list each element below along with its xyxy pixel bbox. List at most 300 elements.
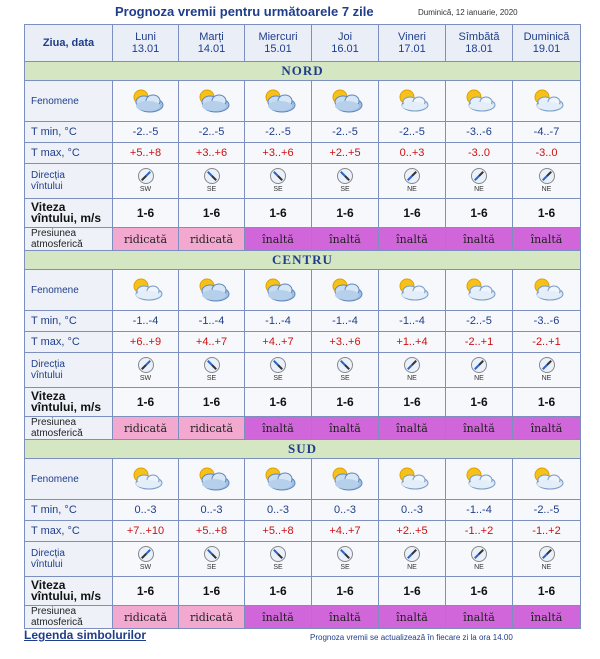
wind-dir-cell: [446, 353, 513, 388]
tmin-row: [25, 311, 581, 332]
wind-dir-text: SE: [273, 186, 283, 193]
weather-cell: [379, 270, 446, 311]
wind-speed-value: 1-6: [113, 577, 179, 606]
compass-needle: [273, 171, 283, 181]
row-label-text: T max, °C: [31, 524, 80, 537]
tmax-value: +7..+10: [113, 521, 179, 542]
row-label: [25, 122, 113, 143]
wind-dir-text: SW: [139, 564, 152, 571]
wind-dir-row: [25, 353, 581, 388]
partly-cloudy-icon: [379, 87, 445, 115]
compass-icon: [204, 546, 220, 562]
wind-dir-text: NE: [407, 375, 417, 382]
wind-speed-value: 1-6: [446, 388, 513, 417]
pressure-value: ridicată: [113, 417, 179, 440]
pressure-value: înaltă: [245, 606, 312, 629]
day-name: Luni: [135, 31, 156, 43]
wind-dir-cell: [179, 164, 245, 199]
compass-needle: [407, 360, 417, 370]
wind-dir-text: SE: [340, 186, 350, 193]
region-name: NORD: [25, 62, 581, 81]
day-date: 13.01: [131, 43, 160, 55]
page-title: Prognoza vremii pentru următoarele 7 zile: [115, 4, 374, 19]
weather-cell: [379, 81, 446, 122]
wind-dir-row: [25, 542, 581, 577]
row-label-text: T max, °C: [31, 335, 80, 348]
row-label-text: Presiunea: [31, 417, 77, 428]
wind-dir-text: SW: [139, 375, 152, 382]
day-date: 16.01: [331, 43, 359, 55]
compass-icon: [270, 357, 286, 373]
wind-dir-text: NE: [474, 375, 484, 382]
cloudy-sun-icon: [312, 465, 378, 493]
row-label-text: Fenomene: [31, 284, 79, 296]
compass-icon: [204, 168, 220, 184]
update-note: Prognoza vremii se actualizează în fiecare zi la ora 14.00: [310, 633, 513, 642]
pressure-value: înaltă: [513, 228, 581, 251]
wind-compass: [312, 168, 378, 194]
wind-compass: [513, 546, 580, 572]
compass-icon: [404, 168, 420, 184]
compass-needle: [340, 549, 350, 559]
weather-cell: [245, 459, 312, 500]
compass-needle: [207, 360, 217, 370]
row-label: [25, 270, 113, 311]
wind-compass: [312, 546, 378, 572]
compass-icon: [404, 546, 420, 562]
compass-needle: [474, 171, 484, 181]
wind-dir-text: SE: [340, 375, 350, 382]
wind-speed-value: 1-6: [446, 199, 513, 228]
compass-needle: [141, 549, 151, 559]
row-label-text: vîntului: [31, 370, 63, 381]
compass-needle: [542, 549, 552, 559]
tmin-value: -2..-5: [312, 122, 379, 143]
wind-speed-value: 1-6: [312, 388, 379, 417]
tmax-value: +5..+8: [113, 143, 179, 164]
compass-needle: [340, 360, 350, 370]
wind-dir-text: NE: [541, 375, 552, 382]
cloudy-sun-icon: [312, 87, 378, 115]
cloudy-sun-icon: [179, 465, 244, 493]
tmax-value: +3..+6: [245, 143, 312, 164]
row-label-text: Direcția: [31, 170, 65, 181]
wind-dir-cell: [312, 542, 379, 577]
wind-dir-text: SE: [206, 186, 217, 193]
compass-needle: [141, 171, 151, 181]
weather-row: [25, 459, 581, 500]
compass-needle: [273, 360, 283, 370]
tmin-value: 0..-3: [113, 500, 179, 521]
row-label: [25, 521, 113, 542]
wind-dir-text: NE: [407, 564, 417, 571]
wind-dir-text: SE: [206, 375, 217, 382]
tmax-value: +2..+5: [312, 143, 379, 164]
wind-dir-text: SE: [340, 564, 350, 571]
day-header: [179, 25, 245, 62]
row-label-text: Viteza: [31, 389, 66, 403]
row-label: [25, 388, 113, 417]
wind-dir-cell: [179, 542, 245, 577]
compass-needle: [207, 171, 217, 181]
row-label-text: Viteza: [31, 578, 66, 592]
wind-speed-value: 1-6: [245, 388, 312, 417]
day-header: [379, 25, 446, 62]
legend-link[interactable]: Legenda simbolurilor: [24, 628, 147, 642]
cloudy-sun-icon: [245, 87, 311, 115]
weather-cell: [245, 81, 312, 122]
wind-dir-text: NE: [474, 186, 484, 193]
row-label: [25, 417, 113, 440]
wind-dir-cell: [113, 353, 179, 388]
row-label-text: Fenomene: [31, 473, 79, 485]
weather-cell: [245, 270, 312, 311]
compass-icon: [337, 357, 353, 373]
day-name: Duminică: [523, 31, 570, 43]
wind-compass: [179, 357, 244, 383]
pressure-value: înaltă: [245, 417, 312, 440]
tmax-value: +1..+4: [379, 332, 446, 353]
row-label-text: T min, °C: [31, 503, 77, 516]
wind-compass: [245, 168, 311, 194]
pressure-value: ridicată: [113, 228, 179, 251]
cloudy-sun-icon: [113, 87, 178, 115]
compass-icon: [404, 357, 420, 373]
row-label: [25, 459, 113, 500]
wind-dir-cell: [245, 353, 312, 388]
compass-needle: [273, 549, 283, 559]
weather-cell: [446, 459, 513, 500]
wind-speed-value: 1-6: [446, 577, 513, 606]
day-header: [513, 25, 581, 62]
weather-cell: [179, 270, 245, 311]
region-header: [25, 62, 581, 81]
wind-dir-cell: [245, 164, 312, 199]
tmax-value: 0..+3: [379, 143, 446, 164]
weather-cell: [513, 81, 581, 122]
row-label-text: vîntului: [31, 181, 63, 192]
wind-dir-text: NE: [407, 186, 417, 193]
row-label-text: vîntului: [31, 559, 63, 570]
page-date: Duminică, 12 ianuarie, 2020: [418, 8, 518, 17]
partly-cloudy-icon: [379, 465, 445, 493]
row-label: [25, 500, 113, 521]
weather-cell: [179, 459, 245, 500]
day-name: Marți: [199, 31, 224, 43]
row-label-text: vîntului, m/s: [31, 400, 102, 414]
row-label-text: vîntului, m/s: [31, 211, 102, 225]
compass-icon: [270, 168, 286, 184]
compass-icon: [471, 546, 487, 562]
wind-compass: [179, 546, 244, 572]
compass-needle: [542, 171, 552, 181]
wind-dir-cell: [513, 164, 581, 199]
tmin-value: -3..-6: [446, 122, 513, 143]
weather-cell: [446, 270, 513, 311]
tmin-value: 0..-3: [179, 500, 245, 521]
tmax-value: +4..+7: [245, 332, 312, 353]
weather-cell: [179, 81, 245, 122]
wind-compass: [446, 546, 512, 572]
tmin-row: [25, 122, 581, 143]
row-label-text: T min, °C: [31, 314, 77, 327]
wind-dir-cell: [312, 164, 379, 199]
compass-icon: [138, 168, 154, 184]
wind-dir-row: [25, 164, 581, 199]
row-label: [25, 228, 113, 251]
row-label-text: Fenomene: [31, 95, 79, 107]
wind-compass: [513, 168, 580, 194]
wind-speed-value: 1-6: [513, 388, 581, 417]
region-name: SUD: [25, 440, 581, 459]
partly-cloudy-icon: [513, 87, 580, 115]
wind-speed-value: 1-6: [379, 388, 446, 417]
compass-needle: [542, 360, 552, 370]
compass-icon: [337, 168, 353, 184]
tmin-value: -2..-5: [379, 122, 446, 143]
compass-needle: [207, 549, 217, 559]
tmax-value: +4..+7: [312, 521, 379, 542]
wind-dir-cell: [379, 353, 446, 388]
row-label: [25, 311, 113, 332]
row-label-text: T max, °C: [31, 146, 80, 159]
tmin-row: [25, 500, 581, 521]
wind-speed-value: 1-6: [513, 577, 581, 606]
tmin-value: -1..-4: [446, 500, 513, 521]
pressure-value: înaltă: [312, 606, 379, 629]
tmin-value: -3..-6: [513, 311, 581, 332]
wind-dir-text: NE: [541, 186, 552, 193]
cloudy-sun-icon: [179, 276, 244, 304]
wind-speed-value: 1-6: [245, 577, 312, 606]
wind-dir-cell: [513, 353, 581, 388]
wind-speed-value: 1-6: [113, 199, 179, 228]
tmax-value: -2..+1: [513, 332, 581, 353]
compass-needle: [407, 171, 417, 181]
weather-cell: [513, 270, 581, 311]
tmax-value: +5..+8: [179, 521, 245, 542]
row-label-text: atmosferică: [31, 428, 83, 439]
region-name: CENTRU: [25, 251, 581, 270]
day-header: [113, 25, 179, 62]
pressure-value: înaltă: [312, 228, 379, 251]
day-date: 14.01: [197, 43, 226, 55]
wind-dir-cell: [513, 542, 581, 577]
wind-compass: [179, 168, 244, 194]
tmin-value: -1..-4: [179, 311, 245, 332]
weather-cell: [312, 459, 379, 500]
tmax-row: [25, 143, 581, 164]
wind-speed-value: 1-6: [113, 388, 179, 417]
pressure-value: înaltă: [245, 228, 312, 251]
wind-dir-cell: [113, 542, 179, 577]
pressure-value: înaltă: [446, 417, 513, 440]
tmax-value: -3..0: [513, 143, 581, 164]
row-label: [25, 542, 113, 577]
tmax-value: -1..+2: [446, 521, 513, 542]
page-header: [0, 0, 600, 22]
day-date: 18.01: [465, 43, 493, 55]
wind-dir-cell: [446, 164, 513, 199]
region-header: [25, 251, 581, 270]
pressure-value: înaltă: [513, 606, 581, 629]
wind-compass: [513, 357, 580, 383]
pressure-value: înaltă: [513, 417, 581, 440]
wind-compass: [312, 357, 378, 383]
wind-compass: [379, 168, 445, 194]
row-label-text: Presiunea: [31, 606, 77, 617]
tmin-value: 0..-3: [245, 500, 312, 521]
tmax-value: +3..+6: [179, 143, 245, 164]
tmin-value: -1..-4: [245, 311, 312, 332]
day-name: Miercuri: [258, 31, 298, 43]
cloudy-sun-icon: [179, 87, 244, 115]
compass-needle: [474, 360, 484, 370]
pressure-value: înaltă: [379, 417, 446, 440]
compass-icon: [337, 546, 353, 562]
wind-speed-value: 1-6: [179, 199, 245, 228]
wind-dir-cell: [446, 542, 513, 577]
forecast-table: [24, 24, 581, 629]
wind-dir-text: SW: [139, 186, 152, 193]
partly-cloudy-icon: [113, 465, 178, 493]
pressure-row: [25, 228, 581, 251]
wind-speed-row: [25, 577, 581, 606]
pressure-value: înaltă: [312, 417, 379, 440]
wind-speed-value: 1-6: [179, 388, 245, 417]
wind-compass: [379, 546, 445, 572]
day-name: Joi: [337, 31, 353, 43]
corner-label: Ziua, data: [25, 25, 113, 62]
wind-speed-value: 1-6: [179, 577, 245, 606]
wind-compass: [446, 357, 512, 383]
wind-compass: [113, 357, 178, 383]
weather-cell: [513, 459, 581, 500]
wind-dir-cell: [379, 164, 446, 199]
weather-cell: [113, 459, 179, 500]
compass-needle: [141, 360, 151, 370]
tmin-value: -2..-5: [446, 311, 513, 332]
row-label-text: atmosferică: [31, 617, 83, 628]
compass-icon: [138, 357, 154, 373]
wind-compass: [113, 546, 178, 572]
row-label-text: Direcția: [31, 548, 65, 559]
pressure-row: [25, 417, 581, 440]
cloudy-sun-icon: [245, 276, 311, 304]
compass-icon: [471, 357, 487, 373]
row-label-text: vîntului, m/s: [31, 589, 102, 603]
compass-icon: [204, 357, 220, 373]
tmax-value: -1..+2: [513, 521, 581, 542]
tmin-value: 0..-3: [312, 500, 379, 521]
wind-dir-cell: [245, 542, 312, 577]
partly-cloudy-icon: [379, 276, 445, 304]
compass-icon: [138, 546, 154, 562]
day-header: [446, 25, 513, 62]
day-header: [312, 25, 379, 62]
weather-cell: [446, 81, 513, 122]
weather-cell: [312, 270, 379, 311]
partly-cloudy-icon: [446, 87, 512, 115]
row-label: [25, 606, 113, 629]
header-row: [25, 25, 581, 62]
pressure-value: ridicată: [179, 606, 245, 629]
row-label: [25, 577, 113, 606]
tmin-value: -2..-5: [513, 500, 581, 521]
tmin-value: -1..-4: [113, 311, 179, 332]
weather-row: [25, 270, 581, 311]
wind-dir-text: SE: [273, 375, 283, 382]
tmax-value: +3..+6: [312, 332, 379, 353]
row-label: [25, 143, 113, 164]
row-label: [25, 332, 113, 353]
tmax-value: +2..+5: [379, 521, 446, 542]
row-label: [25, 81, 113, 122]
day-header: [245, 25, 312, 62]
wind-compass: [379, 357, 445, 383]
compass-needle: [340, 171, 350, 181]
partly-cloudy-icon: [446, 465, 512, 493]
compass-icon: [539, 168, 555, 184]
wind-speed-row: [25, 199, 581, 228]
day-date: 17.01: [398, 43, 426, 55]
tmax-value: -3..0: [446, 143, 513, 164]
wind-speed-value: 1-6: [245, 199, 312, 228]
wind-speed-row: [25, 388, 581, 417]
row-label: [25, 199, 113, 228]
wind-dir-text: SE: [206, 564, 217, 571]
tmin-value: -2..-5: [113, 122, 179, 143]
tmax-value: +6..+9: [113, 332, 179, 353]
wind-dir-text: NE: [474, 564, 484, 571]
pressure-value: înaltă: [446, 228, 513, 251]
weather-cell: [312, 81, 379, 122]
tmax-row: [25, 521, 581, 542]
region-header: [25, 440, 581, 459]
cloudy-sun-icon: [312, 276, 378, 304]
compass-needle: [474, 549, 484, 559]
day-date: 15.01: [264, 43, 292, 55]
compass-icon: [539, 546, 555, 562]
tmin-value: -4..-7: [513, 122, 581, 143]
pressure-value: ridicată: [113, 606, 179, 629]
wind-compass: [245, 357, 311, 383]
wind-speed-value: 1-6: [379, 577, 446, 606]
compass-icon: [471, 168, 487, 184]
wind-compass: [113, 168, 178, 194]
row-label-text: T min, °C: [31, 125, 77, 138]
tmin-value: -1..-4: [379, 311, 446, 332]
pressure-value: ridicată: [179, 417, 245, 440]
weather-cell: [379, 459, 446, 500]
pressure-value: înaltă: [379, 606, 446, 629]
partly-cloudy-icon: [113, 276, 178, 304]
tmax-value: +4..+7: [179, 332, 245, 353]
row-label-text: Viteza: [31, 200, 66, 214]
compass-icon: [539, 357, 555, 373]
wind-dir-text: SE: [273, 564, 283, 571]
wind-dir-cell: [113, 164, 179, 199]
wind-speed-value: 1-6: [312, 577, 379, 606]
weather-cell: [113, 270, 179, 311]
partly-cloudy-icon: [513, 465, 580, 493]
row-label-text: atmosferică: [31, 239, 83, 250]
day-name: Vineri: [398, 31, 426, 43]
wind-speed-value: 1-6: [513, 199, 581, 228]
partly-cloudy-icon: [513, 276, 580, 304]
wind-dir-cell: [179, 353, 245, 388]
partly-cloudy-icon: [446, 276, 512, 304]
